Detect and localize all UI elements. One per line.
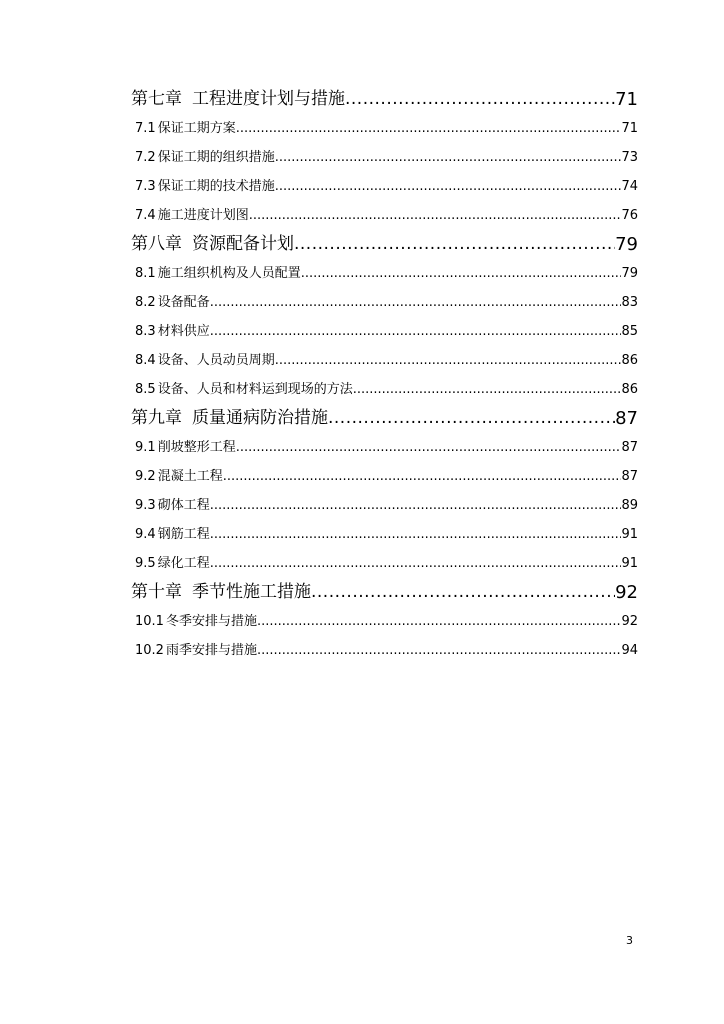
toc-entry-title: 削坡整形工程 [157,440,236,455]
toc-entry-page: 86 [621,353,638,368]
toc-entry-page: 87 [621,440,638,455]
toc-chapter-9 [131,404,638,433]
dot-leader [301,259,622,288]
toc-entry-page: 79 [615,234,638,255]
toc-entry-number: 8.1 [135,266,156,281]
toc-entry-page: 85 [621,324,638,339]
dot-leader [210,549,622,578]
toc-entry-title: 工程进度计划与措施 [192,89,345,109]
toc-entry-title: 混凝土工程 [157,469,223,484]
toc-entry-number: 7.1 [135,121,156,136]
toc-entry-number: 10.2 [135,643,164,658]
toc-section-9-5 [131,549,638,578]
toc-entry-page: 71 [615,89,638,110]
toc-chapter-7 [131,85,638,114]
toc-entry-title: 质量通病防治措施 [192,408,328,428]
toc-section-10-1 [131,607,638,636]
toc-entry-title: 保证工期的组织措施 [157,150,275,165]
toc-entry-title: 季节性施工措施 [192,582,311,602]
toc-entry-number: 9.1 [135,440,156,455]
toc-entry-number: 第七章 [131,89,182,109]
toc-entry-number: 第九章 [131,408,182,428]
toc-section-7-3 [131,172,638,201]
dot-leader [236,433,622,462]
toc-entry-title: 雨季安排与措施 [165,643,257,658]
toc-entry-title: 资源配备计划 [192,234,294,254]
toc-section-7-4 [131,201,638,230]
toc-entry-page: 89 [621,498,638,513]
toc-entry-page: 87 [621,469,638,484]
toc-entry-number: 8.5 [135,382,156,397]
toc-section-8-5 [131,375,638,404]
dot-leader [345,85,615,114]
toc-entry-title: 材料供应 [157,324,210,339]
toc-entry-number: 10.1 [135,614,164,629]
dot-leader [353,375,622,404]
toc-entry-title: 施工组织机构及人员配置 [157,266,301,281]
toc-entry-number: 8.4 [135,353,156,368]
toc-entry-title: 保证工期的技术措施 [157,179,275,194]
toc-entry-page: 73 [621,150,638,165]
toc-entry-title: 设备、人员动员周期 [157,353,275,368]
toc-section-7-2 [131,143,638,172]
dot-leader [210,288,622,317]
toc-entry-page: 91 [621,556,638,571]
toc-entry-title: 设备配备 [157,295,210,310]
toc-section-8-2 [131,288,638,317]
toc-section-9-3 [131,491,638,520]
toc-section-8-1 [131,259,638,288]
toc-entry-number: 8.2 [135,295,156,310]
toc-entry-page: 76 [621,208,638,223]
dot-leader [210,520,622,549]
toc-entry-page: 74 [621,179,638,194]
dot-leader [257,636,621,665]
dot-leader [210,491,622,520]
toc-entry-number: 7.4 [135,208,156,223]
toc-entry-number: 9.2 [135,469,156,484]
page-number: 3 [626,934,633,947]
toc-entry-number: 7.3 [135,179,156,194]
toc-entry-title: 钢筋工程 [157,527,210,542]
toc-chapter-10 [131,578,638,607]
table-of-contents [131,85,638,665]
toc-entry-page: 86 [621,382,638,397]
toc-entry-number: 9.4 [135,527,156,542]
toc-section-8-4 [131,346,638,375]
toc-section-8-3 [131,317,638,346]
dot-leader [294,230,615,259]
toc-section-7-1 [131,114,638,143]
toc-section-10-2 [131,636,638,665]
toc-entry-number: 7.2 [135,150,156,165]
toc-entry-title: 砌体工程 [157,498,210,513]
dot-leader [328,404,615,433]
toc-entry-title: 设备、人员和材料运到现场的方法 [157,382,353,397]
dot-leader [257,607,621,636]
toc-entry-page: 87 [615,408,638,429]
dot-leader [236,114,622,143]
toc-entry-page: 83 [621,295,638,310]
dot-leader [249,201,622,230]
dot-leader [275,143,622,172]
toc-entry-title: 冬季安排与措施 [165,614,257,629]
toc-entry-number: 第十章 [131,582,182,602]
toc-section-9-2 [131,462,638,491]
toc-entry-page: 94 [621,643,638,658]
toc-entry-number: 8.3 [135,324,156,339]
toc-entry-number: 9.5 [135,556,156,571]
toc-entry-page: 92 [621,614,638,629]
toc-entry-page: 71 [621,121,638,136]
dot-leader [275,346,622,375]
dot-leader [275,172,622,201]
toc-entry-number: 9.3 [135,498,156,513]
toc-entry-number: 第八章 [131,234,182,254]
toc-entry-title: 保证工期方案 [157,121,236,136]
toc-entry-title: 施工进度计划图 [157,208,249,223]
toc-entry-page: 92 [615,582,638,603]
toc-entry-page: 91 [621,527,638,542]
toc-entry-page: 79 [621,266,638,281]
toc-section-9-1 [131,433,638,462]
dot-leader [223,462,622,491]
dot-leader [311,578,615,607]
toc-chapter-8 [131,230,638,259]
toc-section-9-4 [131,520,638,549]
toc-entry-title: 绿化工程 [157,556,210,571]
dot-leader [210,317,622,346]
